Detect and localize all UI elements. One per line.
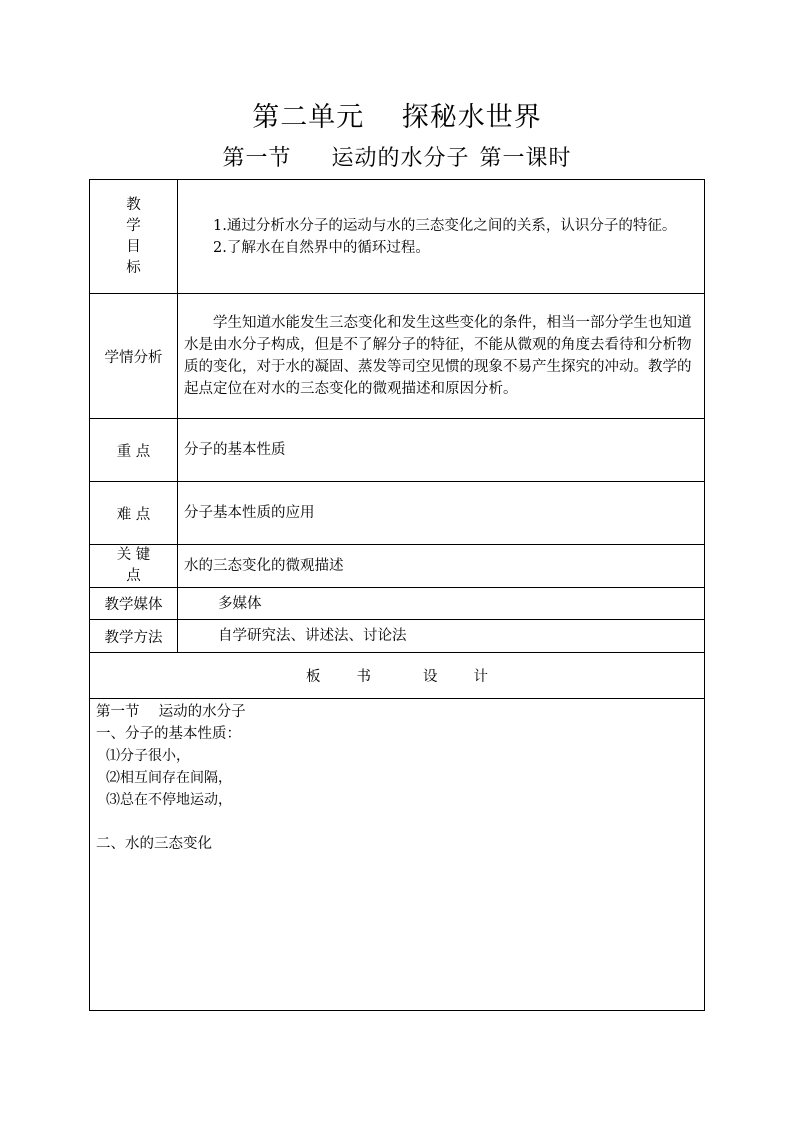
analysis-content [178, 294, 705, 419]
key-point-label: 重 点 [90, 419, 178, 482]
board-line: 第一节 运动的水分子 [96, 704, 246, 720]
key-point-row [90, 419, 705, 482]
board-heading: 板 书 设 计 [90, 653, 705, 699]
board-line: ⑵相互间存在间隔， [106, 770, 232, 786]
analysis-label: 学情分析 [90, 294, 178, 419]
method-label: 教学方法 [90, 620, 178, 653]
difficulty-value: 分子基本性质的应用 [178, 482, 705, 545]
analysis-text: 学生知道水能发生三态变化和发生这些变化的条件，相当一部分学生也知道水是由水分子构成，但是不了解分子的特征，不能从微观的角度去看待和分析物质的变化，对于水的凝固、蒸发等司空见惯的现象不易产生探究的冲动。教学的起点定位在对水的三态变化的微观描述和原因分析。 [184, 315, 692, 397]
board-content [90, 699, 705, 1011]
board-heading-row [90, 653, 705, 699]
subtitle-lesson: 第一课时 [479, 146, 572, 171]
objectives-content [178, 180, 705, 294]
objectives-row [90, 180, 705, 294]
key-point-value: 分子的基本性质 [178, 419, 705, 482]
media-row [90, 588, 705, 620]
difficulty-label: 难 点 [90, 482, 178, 545]
document-title: 第二单元 探秘水世界 [252, 102, 542, 133]
media-value: 多媒体 [178, 588, 705, 620]
method-value: 自学研究法、讲述法、讨论法 [178, 620, 705, 653]
crux-value: 水的三态变化的微观描述 [178, 545, 705, 588]
subtitle-section: 第一节 [222, 146, 292, 171]
media-label: 教学媒体 [90, 588, 178, 620]
board-line: 二、水的三态变化 [96, 836, 212, 852]
crux-row [90, 545, 705, 588]
board-line: 一、分子的基本性质： [96, 726, 241, 742]
board-line: ⑶总在不停地运动， [106, 792, 232, 808]
document-subtitle [0, 142, 794, 176]
difficulty-row [90, 482, 705, 545]
objective-item: 1.通过分析水分子的运动与水的三态变化之间的关系，认识分子的特征。 [213, 217, 677, 234]
lesson-plan-table [89, 179, 705, 1011]
method-row [90, 620, 705, 653]
objectives-label: 教 学 目 标 [90, 180, 178, 294]
board-line: ⑴分子很小， [106, 748, 190, 764]
crux-label: 关 键 点 [90, 545, 178, 588]
objective-item: 2.了解水在自然界中的循环过程。 [213, 239, 430, 256]
analysis-row [90, 294, 705, 419]
subtitle-topic: 运动的水分子 [331, 146, 470, 171]
board-body-row [90, 699, 705, 1011]
